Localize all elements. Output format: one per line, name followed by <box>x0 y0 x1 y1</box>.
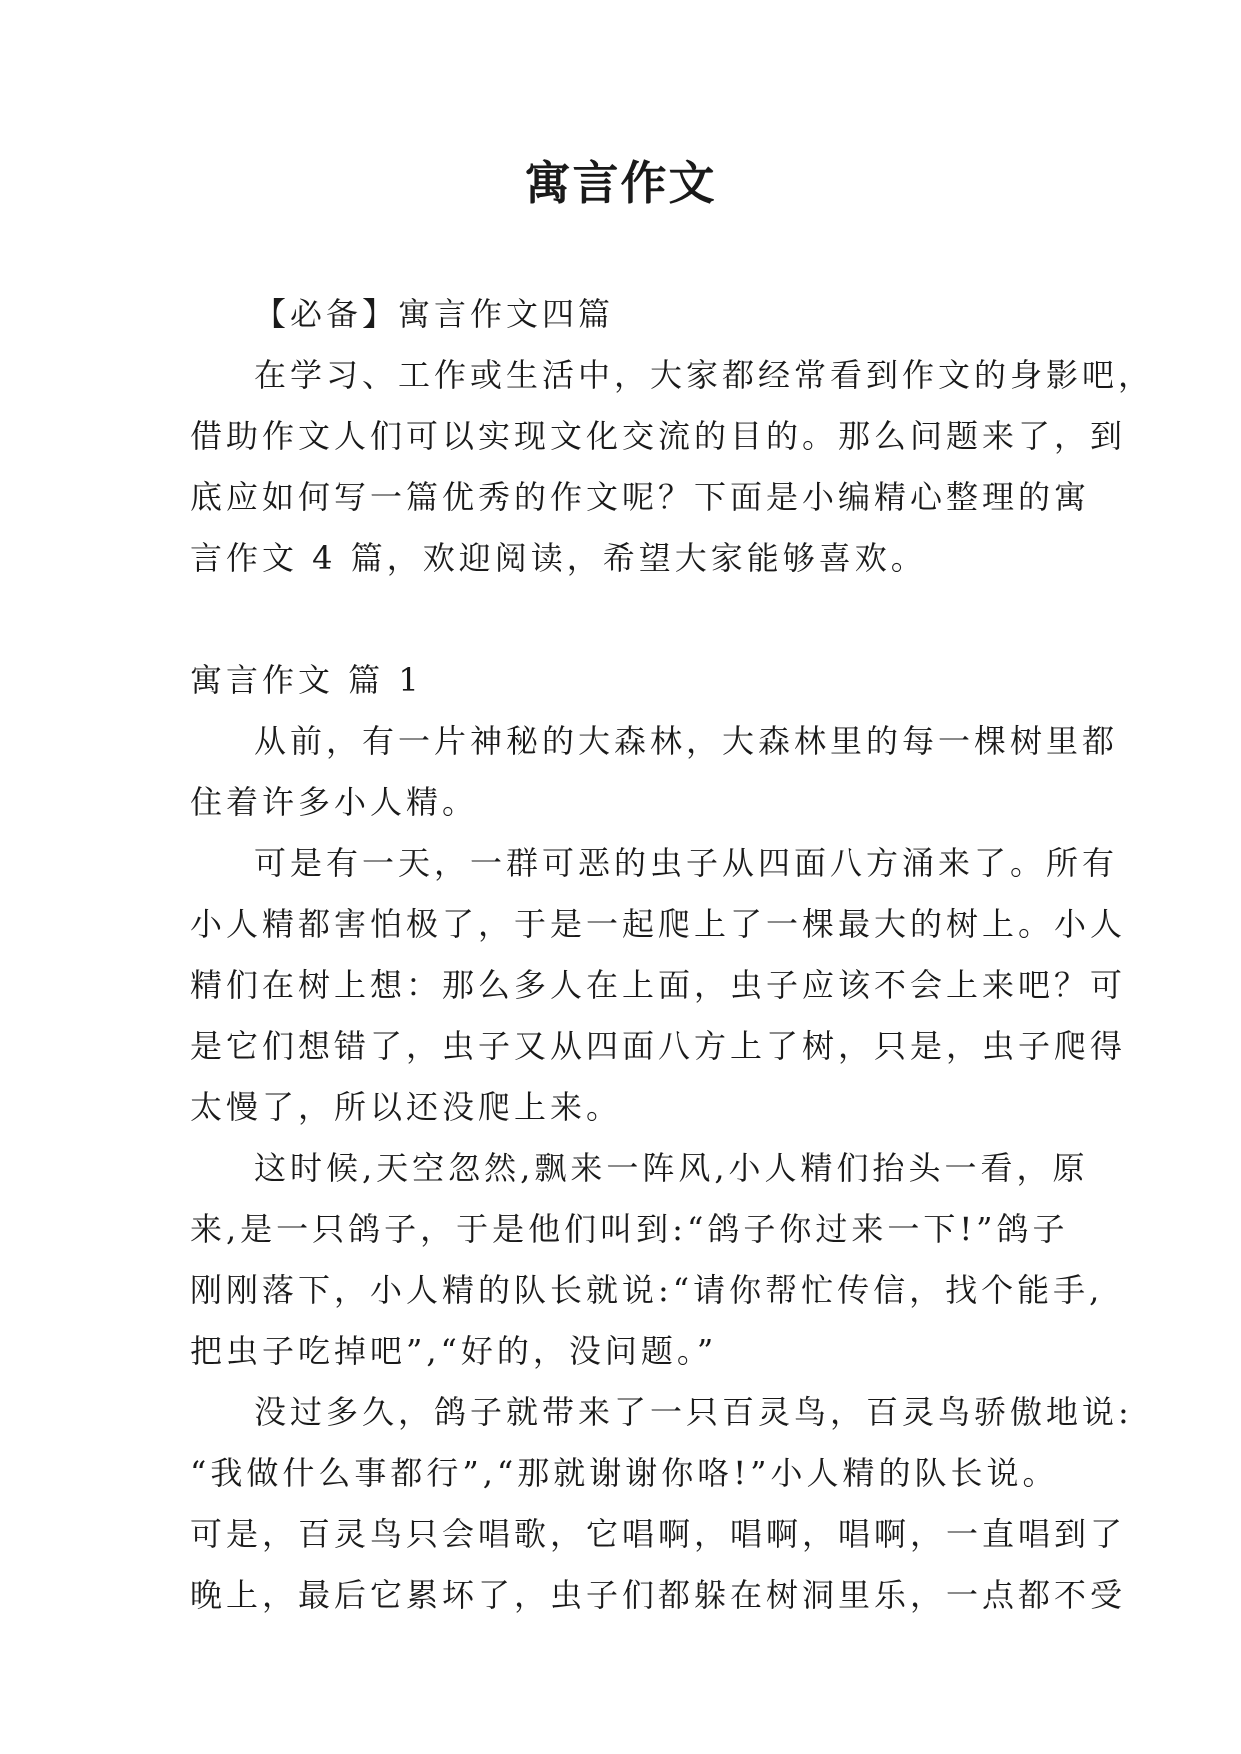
story-line-2: 住着许多小人精。 <box>190 783 479 821</box>
document-body <box>190 284 1155 1626</box>
story-line-1: 从前，有一片神秘的大森林，大森林里的每一棵树里都 <box>254 722 1119 760</box>
story-line-11: 把虫子吃掉吧”,“好的，没问题。” <box>190 1332 718 1370</box>
intro-line-4: 底应如何写一篇优秀的作文呢？下面是小编精心整理的寓 <box>190 478 1091 516</box>
story-line-12: 没过多久，鸽子就带来了一只百灵鸟，百灵鸟骄傲地说: <box>254 1393 1133 1431</box>
section-heading: 寓言作文 篇 1 <box>190 661 423 699</box>
paragraph-spacer <box>190 589 1060 650</box>
story-line-4: 小人精都害怕极了，于是一起爬上了一棵最大的树上。小人 <box>190 905 1127 943</box>
intro-line-2: 在学习、工作或生活中，大家都经常看到作文的身影吧， <box>254 356 1155 394</box>
story-line-9: 来,是一只鸽子，于是他们叫到:“鸽子你过来一下!”鸽子 <box>190 1210 1069 1248</box>
story-line-5: 精们在树上想：那么多人在上面，虫子应该不会上来吧？可 <box>190 966 1127 1004</box>
story-line-7: 太慢了，所以还没爬上来。 <box>190 1088 623 1126</box>
intro-line-5: 言作文 4 篇，欢迎阅读，希望大家能够喜欢。 <box>190 539 927 577</box>
story-line-13: “我做什么事都行”,“那就谢谢你咯!”小人精的队长说。 <box>190 1454 1059 1492</box>
story-line-15: 晚上，最后它累坏了，虫子们都躲在树洞里乐，一点都不受 <box>190 1576 1127 1614</box>
story-line-8: 这时候,天空忽然,飘来一阵风,小人精们抬头一看，原 <box>254 1149 1089 1187</box>
story-line-6: 是它们想错了，虫子又从四面八方上了树，只是，虫子爬得 <box>190 1027 1127 1065</box>
story-line-3: 可是有一天，一群可恶的虫子从四面八方涌来了。所有 <box>254 844 1119 882</box>
story-line-14: 可是，百灵鸟只会唱歌，它唱啊，唱啊，唱啊，一直唱到了 <box>190 1515 1127 1553</box>
story-line-10: 刚刚落下，小人精的队长就说:“请你帮忙传信，找个能手, <box>190 1271 1104 1309</box>
intro-line-3: 借助作文人们可以实现文化交流的目的。那么问题来了，到 <box>190 417 1127 455</box>
document-title: 寓言作文 <box>524 156 717 210</box>
intro-line-1: 【必备】寓言作文四篇 <box>254 295 615 333</box>
